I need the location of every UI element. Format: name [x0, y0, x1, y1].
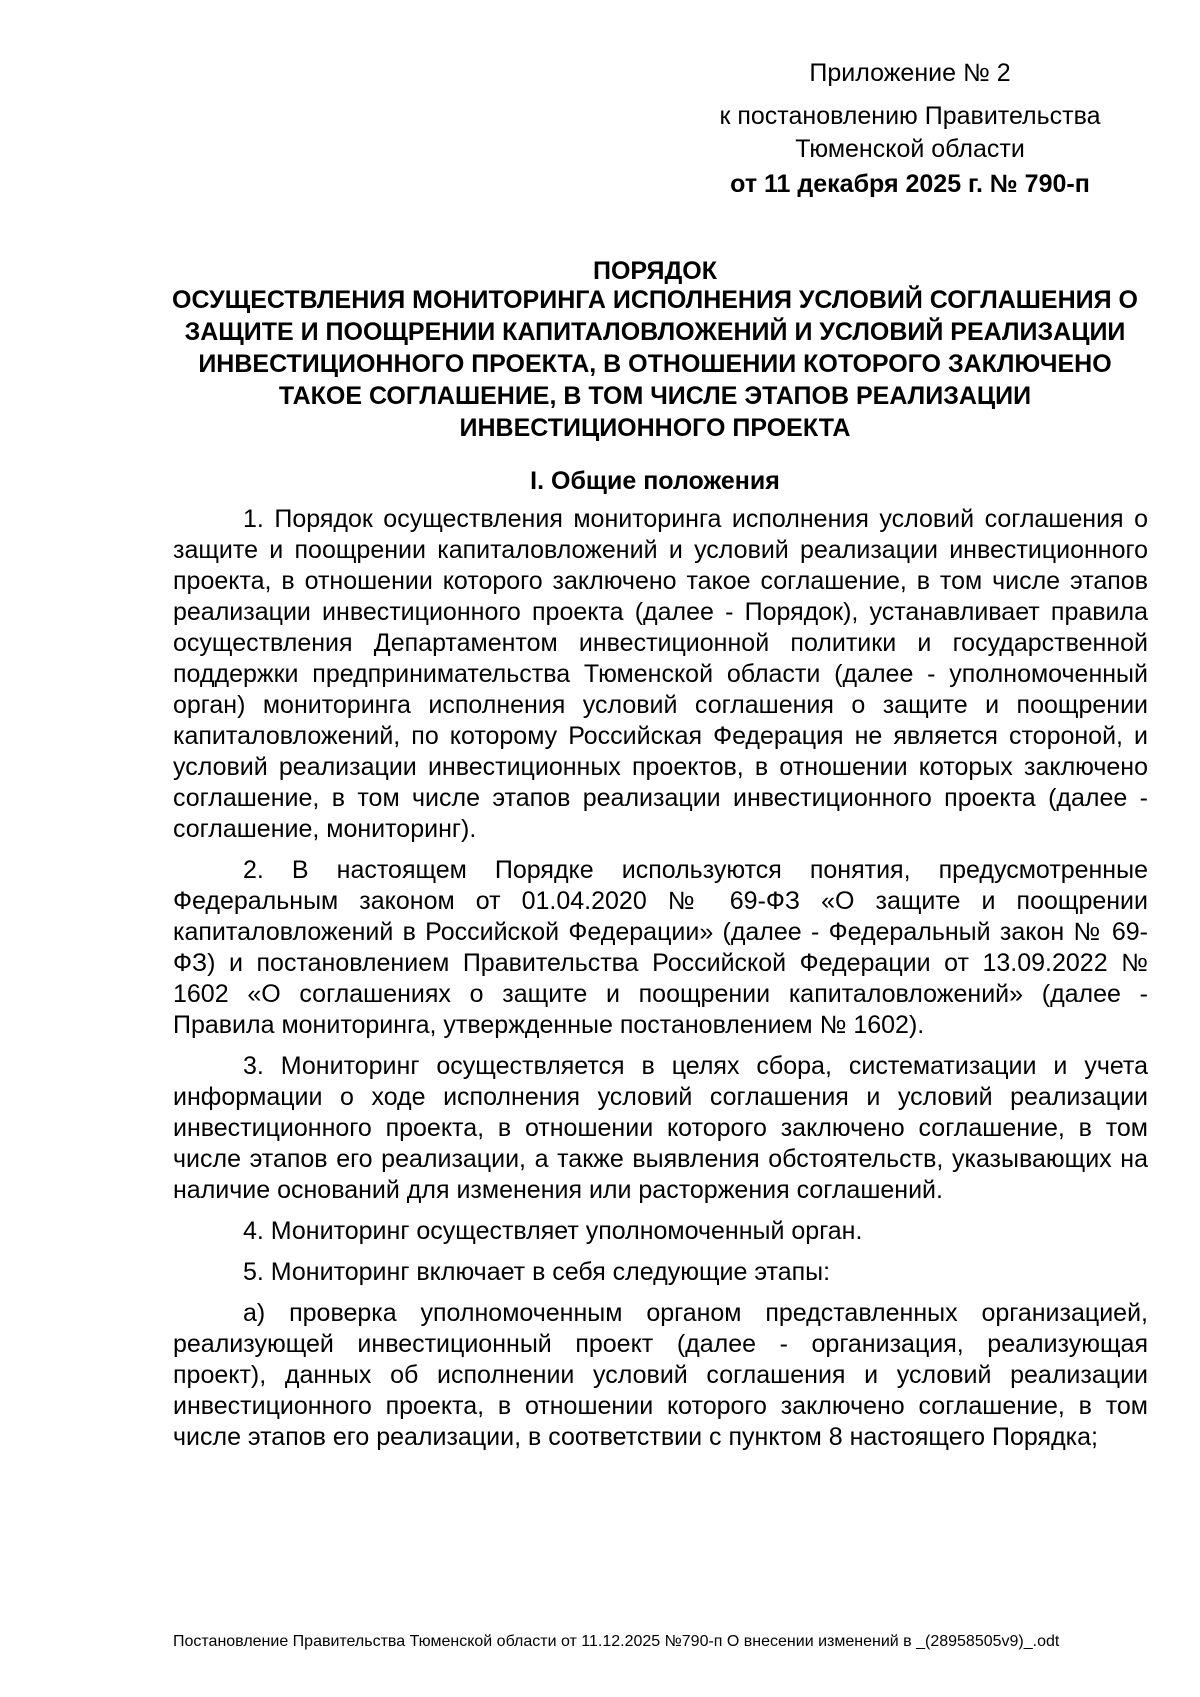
paragraph-4: 4. Мониторинг осуществляет уполномоченный орган. — [243, 1217, 863, 1245]
page-footer: Постановление Правительства Тюменской области от 11.12.2025 №790-п О внесении изменений в _(28958505v9)_.odt — [173, 1633, 1060, 1650]
paragraph-5: 5. Мониторинг включает в себя следующие этапы: — [243, 1258, 831, 1286]
section-title: I. Общие положения — [530, 467, 780, 495]
paragraph-3: 3. Мониторинг осуществляется в целях сбора, систематизации и учета информации о ходе исполнения условий соглашения и условий реализации инвестиционного проекта, в отношении которого заключено соглашение, в том числе этапов его реализации, а также выявления обстоятельств, указывающих на наличие оснований для изменения или расторжения соглашений. — [173, 1052, 1148, 1204]
paragraph-5a: а) проверка уполномоченным органом представленных организацией, реализующей инвестиционный проект (далее - организация, реализующая проект), данных об исполнении условий соглашения и условий реализации инвестиционного проекта, в отношении которого заключено соглашение, в том числе этапов его реализации, в соответствии с пунктом 8 настоящего Порядка; — [173, 1299, 1148, 1451]
document-title: ОСУЩЕСТВЛЕНИЯ МОНИТОРИНГА ИСПОЛНЕНИЯ УСЛОВИЙ СОГЛАШЕНИЯ О ЗАЩИТЕ И ПООЩРЕНИИ КАПИТАЛОВЛОЖЕНИЙ И УСЛОВИЙ РЕАЛИЗАЦИИ ИНВЕСТИЦИОННОГО ПРОЕКТА, В ОТНОШЕНИИ КОТОРОГО ЗАКЛЮЧЕНО ТАКОЕ СОГЛАШЕНИЕ, В ТОМ ЧИСЛЕ ЭТАПОВ РЕАЛИЗАЦИИ ИНВЕСТИЦИОННОГО ПРОЕКТА — [172, 286, 1138, 442]
document-body — [173, 504, 1148, 1463]
resolution-reference: к постановлению Правительства Тюменской области — [719, 102, 1101, 163]
document-title-word: ПОРЯДОК — [593, 257, 717, 285]
resolution-date-number: от 11 декабря 2025 г. № 790-п — [730, 170, 1090, 198]
paragraph-1: 1. Порядок осуществления мониторинга исполнения условий соглашения о защите и поощрении капиталовложений и условий реализации инвестиционного проекта, в отношении которого заключено такое соглашение, в том числе этапов реализации инвестиционного проекта (далее - Порядок), устанавливает правила осуществления Департаментом инвестиционной политики и государственной поддержки предпринимательства Тюменской области (далее - уполномоченный орган) мониторинга исполнения условий соглашения о защите и поощрении капиталовложений, по которому Российская Федерация не является стороной, и условий реализации инвестиционных проектов, в отношении которых заключено соглашение, в том числе этапов реализации инвестиционного проекта (далее - соглашение, мониторинг). — [173, 505, 1148, 843]
appendix-label: Приложение № 2 — [809, 59, 1011, 87]
paragraph-2: 2. В настоящем Порядке используются понятия, предусмотренные Федеральным законом от 01.04.2020 № 69-ФЗ «О защите и поощрении капиталовложений в Российской Федерации» (далее - Федеральный закон № 69-ФЗ) и постановлением Правительства Российской Федерации от 13.09.2022 № 1602 «О соглашениях о защите и поощрении капиталовложений» (далее - Правила мониторинга, утвержденные постановлением № 1602). — [173, 856, 1148, 1039]
